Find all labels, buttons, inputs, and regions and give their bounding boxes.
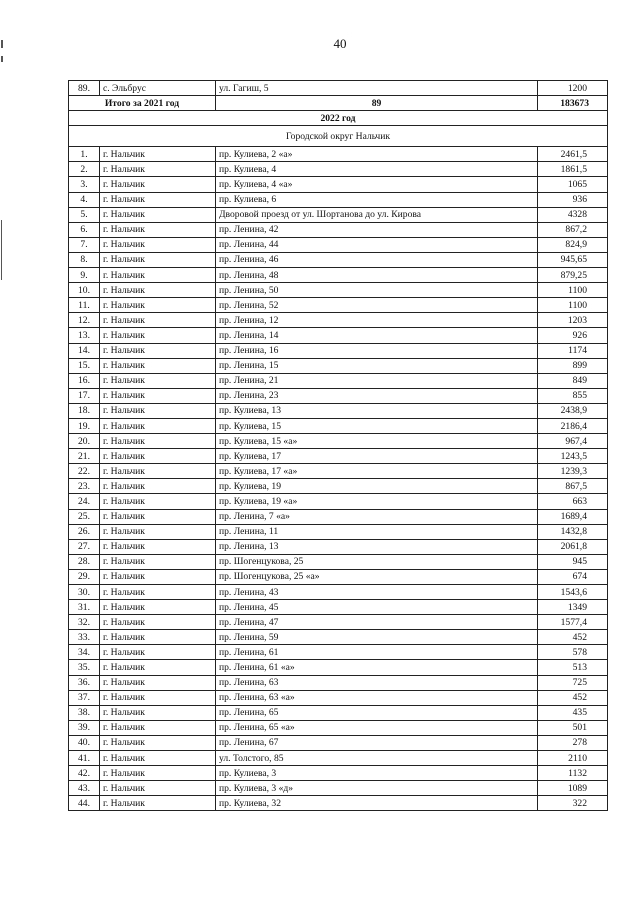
row-value: 936 (538, 192, 608, 207)
row-number: 10. (69, 283, 100, 298)
table-row (69, 645, 608, 660)
row-address: пр. Ленина, 65 (216, 705, 538, 720)
table-row (69, 464, 608, 479)
row-address: пр. Шогенцукова, 25 (216, 554, 538, 569)
row-number: 15. (69, 358, 100, 373)
row-locality: г. Нальчик (100, 645, 216, 660)
total-row (69, 96, 608, 111)
row-locality: г. Нальчик (100, 615, 216, 630)
total-value: 183673 (538, 96, 608, 111)
row-number: 36. (69, 675, 100, 690)
row-value: 2438,9 (538, 403, 608, 418)
row-value: 1200 (538, 81, 608, 96)
table-row (69, 388, 608, 403)
row-number: 34. (69, 645, 100, 660)
row-address: пр. Шогенцукова, 25 «а» (216, 569, 538, 584)
row-value: 452 (538, 630, 608, 645)
row-address: пр. Кулиева, 17 (216, 449, 538, 464)
row-number: 18. (69, 403, 100, 418)
row-address: пр. Ленина, 46 (216, 252, 538, 267)
row-address: пр. Кулиева, 17 «а» (216, 464, 538, 479)
row-value: 2186,4 (538, 418, 608, 433)
row-value: 879,25 (538, 268, 608, 283)
table-row (69, 615, 608, 630)
table-row (69, 449, 608, 464)
row-locality: г. Нальчик (100, 705, 216, 720)
row-locality: г. Нальчик (100, 554, 216, 569)
row-value: 849 (538, 373, 608, 388)
row-locality: г. Нальчик (100, 585, 216, 600)
row-locality: г. Нальчик (100, 524, 216, 539)
row-number: 40. (69, 735, 100, 750)
row-locality: с. Эльбрус (100, 81, 216, 96)
table-row (69, 343, 608, 358)
row-value: 867,2 (538, 222, 608, 237)
row-address: пр. Ленина, 65 «а» (216, 720, 538, 735)
table-row (69, 585, 608, 600)
row-number: 19. (69, 418, 100, 433)
table-row (69, 494, 608, 509)
table-row (69, 358, 608, 373)
row-locality: г. Нальчик (100, 449, 216, 464)
row-number: 22. (69, 464, 100, 479)
table-row (69, 660, 608, 675)
table-row (69, 207, 608, 222)
row-number: 5. (69, 207, 100, 222)
table-row (69, 252, 608, 267)
row-address: пр. Кулиева, 15 (216, 418, 538, 433)
table-row (69, 630, 608, 645)
row-address: пр. Кулиева, 15 «а» (216, 434, 538, 449)
table-row (69, 479, 608, 494)
objects-table (68, 80, 608, 811)
row-number: 12. (69, 313, 100, 328)
row-address: пр. Ленина, 44 (216, 237, 538, 252)
row-locality: г. Нальчик (100, 328, 216, 343)
table-row (69, 569, 608, 584)
row-locality: г. Нальчик (100, 237, 216, 252)
table-row (69, 418, 608, 433)
row-number: 28. (69, 554, 100, 569)
row-locality: г. Нальчик (100, 373, 216, 388)
row-locality: г. Нальчик (100, 268, 216, 283)
table-row (69, 268, 608, 283)
row-address: Дворовой проезд от ул. Шортанова до ул. Кирова (216, 207, 538, 222)
table-row (69, 434, 608, 449)
row-locality: г. Нальчик (100, 358, 216, 373)
row-address: пр. Ленина, 21 (216, 373, 538, 388)
row-locality: г. Нальчик (100, 751, 216, 766)
table-row (69, 237, 608, 252)
row-address: пр. Ленина, 12 (216, 313, 538, 328)
row-value: 945,65 (538, 252, 608, 267)
row-value: 1432,8 (538, 524, 608, 539)
row-value: 278 (538, 735, 608, 750)
row-address: пр. Ленина, 15 (216, 358, 538, 373)
table-row (69, 524, 608, 539)
row-number: 38. (69, 705, 100, 720)
year-header: 2022 год (69, 111, 608, 126)
table-row (69, 403, 608, 418)
row-number: 1. (69, 147, 100, 162)
row-number: 39. (69, 720, 100, 735)
row-value: 967,4 (538, 434, 608, 449)
row-value: 2110 (538, 751, 608, 766)
table-row (69, 192, 608, 207)
row-address: пр. Кулиева, 4 (216, 162, 538, 177)
row-address: пр. Ленина, 45 (216, 600, 538, 615)
row-value: 855 (538, 388, 608, 403)
row-address: пр. Кулиева, 3 «д» (216, 781, 538, 796)
row-locality: г. Нальчик (100, 418, 216, 433)
row-locality: г. Нальчик (100, 147, 216, 162)
objects-table-body (69, 81, 608, 811)
row-value: 1243,5 (538, 449, 608, 464)
district-header: Городской округ Нальчик (69, 126, 608, 147)
row-locality: г. Нальчик (100, 388, 216, 403)
row-number: 6. (69, 222, 100, 237)
row-value: 1689,4 (538, 509, 608, 524)
row-number: 23. (69, 479, 100, 494)
table-row (69, 796, 608, 811)
row-value: 501 (538, 720, 608, 735)
row-locality: г. Нальчик (100, 675, 216, 690)
row-value: 1203 (538, 313, 608, 328)
table-row (69, 298, 608, 313)
row-locality: г. Нальчик (100, 298, 216, 313)
row-value: 322 (538, 796, 608, 811)
row-locality: г. Нальчик (100, 177, 216, 192)
row-address: ул. Гагиш, 5 (216, 81, 538, 96)
row-value: 926 (538, 328, 608, 343)
row-address: пр. Ленина, 52 (216, 298, 538, 313)
row-number: 21. (69, 449, 100, 464)
row-address: пр. Ленина, 61 (216, 645, 538, 660)
row-number: 35. (69, 660, 100, 675)
row-locality: г. Нальчик (100, 252, 216, 267)
table-row (69, 600, 608, 615)
row-number: 31. (69, 600, 100, 615)
table-row (69, 751, 608, 766)
row-address: пр. Кулиева, 4 «а» (216, 177, 538, 192)
row-value: 513 (538, 660, 608, 675)
table-row (69, 781, 608, 796)
table-row (69, 177, 608, 192)
row-locality: г. Нальчик (100, 222, 216, 237)
row-number: 25. (69, 509, 100, 524)
year-header-row (69, 111, 608, 126)
row-number: 11. (69, 298, 100, 313)
row-address: пр. Кулиева, 3 (216, 766, 538, 781)
row-locality: г. Нальчик (100, 479, 216, 494)
row-locality: г. Нальчик (100, 283, 216, 298)
row-value: 1100 (538, 283, 608, 298)
row-address: пр. Ленина, 7 «а» (216, 509, 538, 524)
row-value: 435 (538, 705, 608, 720)
row-address: пр. Ленина, 63 (216, 675, 538, 690)
row-address: пр. Кулиева, 6 (216, 192, 538, 207)
row-locality: г. Нальчик (100, 494, 216, 509)
row-number: 14. (69, 343, 100, 358)
row-number: 89. (69, 81, 100, 96)
row-number: 16. (69, 373, 100, 388)
total-label: Итого за 2021 год (69, 96, 216, 111)
row-number: 8. (69, 252, 100, 267)
table-row (69, 373, 608, 388)
row-address: пр. Кулиева, 19 (216, 479, 538, 494)
row-number: 7. (69, 237, 100, 252)
row-locality: г. Нальчик (100, 630, 216, 645)
row-locality: г. Нальчик (100, 464, 216, 479)
row-number: 24. (69, 494, 100, 509)
table-row (69, 328, 608, 343)
row-number: 29. (69, 569, 100, 584)
row-address: пр. Ленина, 16 (216, 343, 538, 358)
row-number: 44. (69, 796, 100, 811)
row-number: 27. (69, 539, 100, 554)
row-number: 42. (69, 766, 100, 781)
row-address: пр. Ленина, 48 (216, 268, 538, 283)
row-locality: г. Нальчик (100, 313, 216, 328)
table-row (69, 675, 608, 690)
row-locality: г. Нальчик (100, 569, 216, 584)
row-address: пр. Ленина, 11 (216, 524, 538, 539)
row-address: пр. Ленина, 59 (216, 630, 538, 645)
row-address: пр. Ленина, 43 (216, 585, 538, 600)
table-row (69, 222, 608, 237)
row-address: пр. Кулиева, 19 «а» (216, 494, 538, 509)
row-locality: г. Нальчик (100, 434, 216, 449)
row-number: 13. (69, 328, 100, 343)
row-locality: г. Нальчик (100, 207, 216, 222)
row-value: 4328 (538, 207, 608, 222)
row-value: 1100 (538, 298, 608, 313)
row-address: пр. Ленина, 67 (216, 735, 538, 750)
row-value: 1861,5 (538, 162, 608, 177)
row-address: пр. Кулиева, 2 «а» (216, 147, 538, 162)
row-value: 452 (538, 690, 608, 705)
row-locality: г. Нальчик (100, 162, 216, 177)
table-row (69, 283, 608, 298)
table-row (69, 554, 608, 569)
row-value: 578 (538, 645, 608, 660)
table-row (69, 81, 608, 96)
row-locality: г. Нальчик (100, 690, 216, 705)
row-number: 2. (69, 162, 100, 177)
row-value: 663 (538, 494, 608, 509)
row-value: 1349 (538, 600, 608, 615)
table-row (69, 766, 608, 781)
row-number: 4. (69, 192, 100, 207)
row-address: пр. Кулиева, 32 (216, 796, 538, 811)
row-number: 3. (69, 177, 100, 192)
row-value: 2461,5 (538, 147, 608, 162)
row-value: 945 (538, 554, 608, 569)
table-row (69, 162, 608, 177)
row-address: пр. Кулиева, 13 (216, 403, 538, 418)
row-value: 1132 (538, 766, 608, 781)
row-number: 9. (69, 268, 100, 283)
row-value: 2061,8 (538, 539, 608, 554)
row-locality: г. Нальчик (100, 600, 216, 615)
table-row (69, 539, 608, 554)
row-value: 1239,3 (538, 464, 608, 479)
row-address: пр. Ленина, 50 (216, 283, 538, 298)
row-address: пр. Ленина, 13 (216, 539, 538, 554)
row-value: 1089 (538, 781, 608, 796)
row-locality: г. Нальчик (100, 192, 216, 207)
row-address: пр. Ленина, 14 (216, 328, 538, 343)
row-value: 899 (538, 358, 608, 373)
row-address: пр. Ленина, 23 (216, 388, 538, 403)
row-locality: г. Нальчик (100, 343, 216, 358)
row-locality: г. Нальчик (100, 539, 216, 554)
row-value: 674 (538, 569, 608, 584)
row-value: 1577,4 (538, 615, 608, 630)
row-address: пр. Ленина, 47 (216, 615, 538, 630)
row-number: 37. (69, 690, 100, 705)
scan-margin-marks (0, 40, 6, 300)
row-number: 41. (69, 751, 100, 766)
district-header-row (69, 126, 608, 147)
row-value: 1543,6 (538, 585, 608, 600)
row-address: пр. Ленина, 61 «а» (216, 660, 538, 675)
row-number: 26. (69, 524, 100, 539)
page-number: 40 (333, 36, 347, 51)
table-row (69, 720, 608, 735)
row-locality: г. Нальчик (100, 796, 216, 811)
total-count: 89 (216, 96, 538, 111)
row-address: пр. Ленина, 63 «а» (216, 690, 538, 705)
row-number: 30. (69, 585, 100, 600)
row-number: 32. (69, 615, 100, 630)
table-row (69, 690, 608, 705)
row-value: 824,9 (538, 237, 608, 252)
row-locality: г. Нальчик (100, 766, 216, 781)
table-row (69, 313, 608, 328)
row-number: 33. (69, 630, 100, 645)
row-value: 725 (538, 675, 608, 690)
row-number: 20. (69, 434, 100, 449)
table-row (69, 735, 608, 750)
row-locality: г. Нальчик (100, 735, 216, 750)
row-number: 17. (69, 388, 100, 403)
row-locality: г. Нальчик (100, 403, 216, 418)
row-value: 867,5 (538, 479, 608, 494)
row-locality: г. Нальчик (100, 509, 216, 524)
table-row (69, 147, 608, 162)
table-row (69, 705, 608, 720)
row-locality: г. Нальчик (100, 720, 216, 735)
row-number: 43. (69, 781, 100, 796)
row-value: 1174 (538, 343, 608, 358)
row-locality: г. Нальчик (100, 660, 216, 675)
row-locality: г. Нальчик (100, 781, 216, 796)
row-value: 1065 (538, 177, 608, 192)
table-row (69, 509, 608, 524)
row-address: пр. Ленина, 42 (216, 222, 538, 237)
row-address: ул. Толстого, 85 (216, 751, 538, 766)
